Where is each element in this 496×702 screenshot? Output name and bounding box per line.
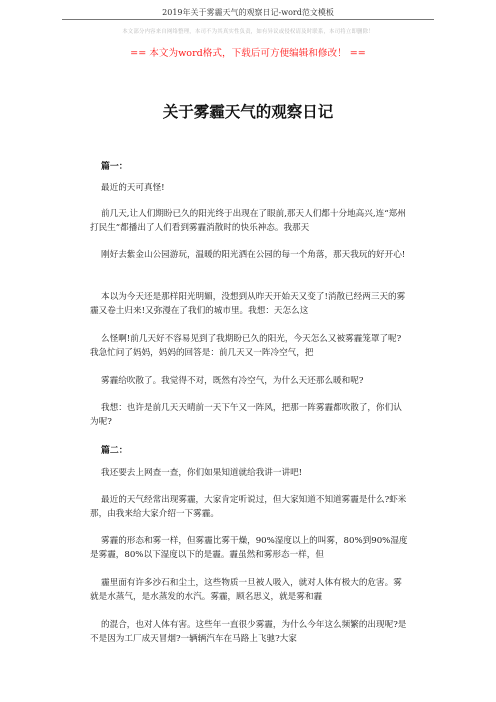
section-heading-2: 篇二： [101, 446, 128, 456]
paragraph: 霾里面有许多沙石和尘土，这些物质一旦被人吸入，就对人体有极大的危害。雾就是水蒸气，是水蒸发的水汽。雾霾，顾名思义，就是雾和霾 [90, 578, 402, 603]
paragraph: 最近的天气经常出现雾霾，大家肯定听说过，但大家知道不知道雾霾是什么?虾米那，由我来给大家介绍一下雾霾。 [90, 495, 407, 520]
paragraph: 我还要去上网查一查，你们如果知道就给我讲一讲吧! [101, 468, 303, 478]
paragraph: 本以为今天还是那样阳光明媚，没想到从昨天开始天又变了!消散已经两三天的雾霾又卷土归来!又弥漫在了我们的城市里。我想：天怎么这 [90, 292, 406, 317]
paragraph: 的混合，也对人体有害。这些年一直很少雾霾，为什么今年这么频繁的出现呢?是不是因为工厂成天冒烟?一辆辆汽车在马路上飞驰?大家 [90, 620, 407, 645]
paragraph: 雾霾的形态和雾一样，但雾霾比雾干燥，90%湿度以上的叫雾，80%到90%湿度是雾霾，80%以下湿度以下的是霾。霾虽然和雾形态一样，但 [90, 536, 408, 561]
paragraph: 前几天,让人们期盼已久的阳光终于出现在了眼前,那天人们都十分地高兴,连“郑州打民生”都播出了人们看到雾霾消散时的快乐神态。我那天 [90, 209, 406, 234]
word-format-notice: == 本文为word格式，下载后可方便编辑和修改！ == [130, 48, 366, 59]
header-rule [62, 19, 434, 20]
paragraph: 么怪啊!前几天好不容易见到了我期盼已久的阳光，今天怎么又被雾霾笼罩了呢?我急忙问了妈妈，妈妈的回答是：前几天又一阵冷空气，把 [90, 334, 402, 359]
running-header: 2019年关于雾霾天气的观察日记-word范文模板 [162, 8, 334, 17]
document-title: 关于雾霾天气的观察日记 [162, 102, 334, 121]
paragraph: 雾霾给吹散了。我觉得不对，既然有冷空气，为什么天还那么暖和呢? [101, 376, 364, 386]
paragraph: 我想：也许是前几天天晴前一天下午又一阵风，把那一阵雾霾都吹散了，你们认为呢? [90, 403, 402, 428]
copyright-disclaimer: 本文部分内容来自网络整理，本司不为其真实性负责，如有异议或侵权请及时联系，本司将立即删除！ [122, 29, 374, 35]
paragraph: 最近的天可真怪! [101, 183, 165, 193]
paragraph: 刚好去紫金山公园游玩，温暖的阳光洒在公园的每一个角落，那天我玩的好开心! [101, 250, 406, 260]
section-heading-1: 篇一： [101, 162, 128, 172]
